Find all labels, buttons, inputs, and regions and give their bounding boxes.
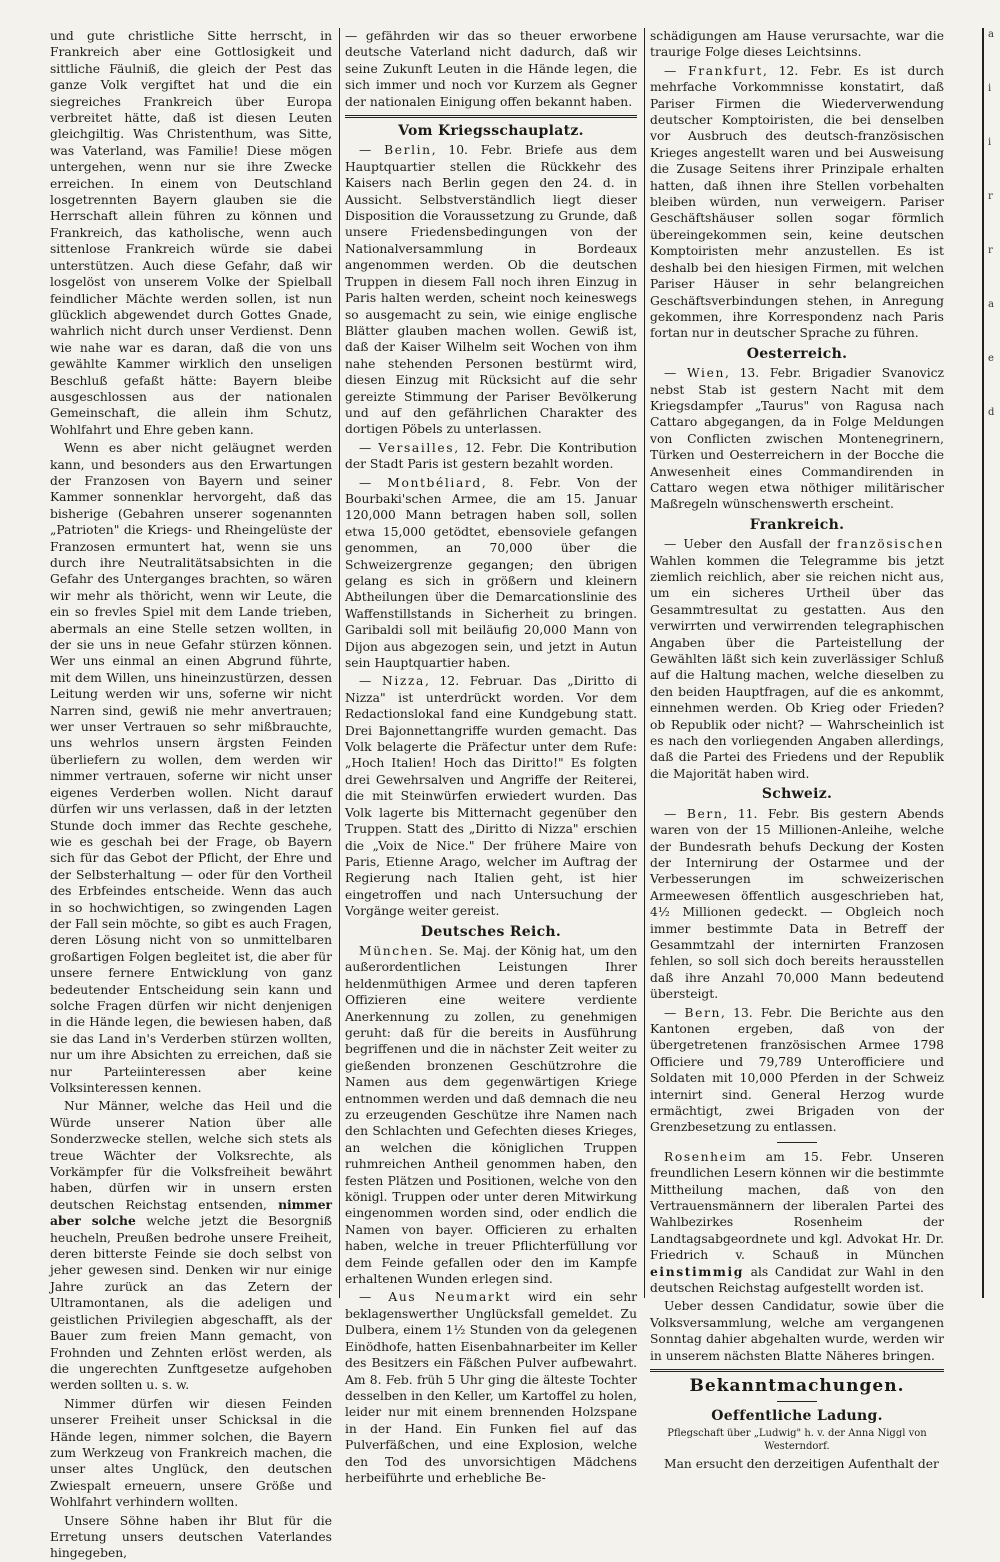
news-item: — Nizza, 12. Februar. Das „Diritto di Nizza" ist unterdrückt worden. Vor dem Redactionslokal fand eine Kundgebung statt. Drei Bajonnettangriffe wurden gemacht. Das Volk belagerte die Präfectur unter dem Rufe: „Hoch Italien! Hoch das Diritto!" Es folgten drei Gewehrsalven und Angriffe der Reiterei, die mit Steinwürfen erwiedert wurden. Das Volk lagerte bis Mitternacht gegenüber den Truppen. Statt des „Diritto di Nizza" erschien die „Voix de Nice." Der frühere Maire von Paris, Etienne Arago, welcher im Auftrag der Regierung nach Italien geht, ist hier eingetroffen und nach Untersuchung der Vorgänge weiter gereist. [345,674,637,919]
section-heading-frankreich: Frankreich. [749,516,845,533]
cutoff-column [988,28,1000,1298]
cutoff-fragment: a [988,29,994,40]
section-heading-schweiz: Schweiz. [761,786,833,803]
paragraph: Wenn es aber nicht geläugnet werden kann, und besonders aus den Erwartungen der Franzosen von Bayern und seiner Kammer sonnenklar hervorgeht, daß das bisherige (Gebahren unserer sogenannten „Patrioten" die Kriegs- und Rheingelüste der Franzosen ermuntert hat, wenn sie uns durch ihre Neutralitätsabsichten in die Gefahr des Unterganges brachten, so wären wir mehr als thöricht, wenn wir Leute, die ein so frevles Spiel mit dem Lande trieben, abermals an eine Stelle setzen wollten, in der sie uns in neue Gefahr stürzen können. Wer uns einmal an einen Abgrund führte, mit dem Willen, uns hineinzustürzen, dessen Leitung werden wir uns, soferne wir nicht Narren sind, gewiß nie mehr anvertrauen; wer unser Vertrauen so sehr mißbrauchte, uns wehrlos unsern ärgsten Feinden überliefern zu wollen, dem werden wir nimmer vertrauen, soferne wir nicht unser eigenes Verderben wollen. Nicht darauf dürfen wir uns verlassen, daß in der letzten Stunde doch immer das Rechte geschehe, wie es geschah bei der Frage, ob Bayern sich für das Gebot der Pflicht, der Ehre und der Selbsterhaltung — oder für den Vortheil des Erbfeindes entscheide. Wenn das auch in so hochwichtigen, so zwingenden Lagen der Fall sein möchte, so gibt es auch Fragen, deren Lösung nicht von so unmittelbaren großartigen Folgen begleitet ist, die aber für unsere fernere Entwicklung von ganz bedeutender Entscheidung sein kann und solche Fragen dürfen wir nicht denjenigen in die Hände legen, die bewiesen haben, daß sie das Land in's Verderben stürzen wollten, nur um ihre Absichten zu erreichen, daß sie nur Parteiinteressen aber keine Volksinteressen kennen. [50,441,332,1095]
news-item: — Bern, 11. Febr. Bis gestern Abends waren von der 15 Millionen-Anleihe, welche der Bundesrath behufs Deckung der Kosten der Internirung der Ostarmee und der Verbesserungen im schweizerischen Armeewesen öffentlich ausgeschrieben hat, 4½ Millionen gedeckt. — Obgleich noch immer bestimmte Data in Betreff der Gesammtzahl der internirten Franzosen fehlen, so soll sich doch bereits herausstellen daß ihre Anzahl 70,000 Mann bedeutend übersteigt. [650,806,944,1002]
divider [777,1142,817,1143]
news-item: München. Se. Maj. der König hat, um den außerordentlichen Leistungen Ihrer heldenmüthigen Armee und deren tapferen Offizieren eine weitere verdiente Anerkennung zu zollen, zu genehmigen geruht: daß für die bereits in Ausführung begriffenen und die in nächster Zeit weiter zu gießenden bronzenen Geschützrohre die Namen aus dem gegenwärtigen Kriege entnommen werden und daß demnach die neu zu erzeugenden Geschütze ihre Namen nach den Schlachten und Gefechten dieses Krieges, an welchen die königlichen Truppen ruhmreichen Antheil genommen haben, den festen Plätzen und Positionen, welche von den königl. Truppen oder unter deren Mitwirkung eingenommen worden sind, oder endlich die Namen von bayer. Officieren zu erhalten haben, welche in treuer Pflichterfüllung vor dem Feinde gefallen oder den im Kampfe erhaltenen Wunden erlegen sind. [345,943,637,1287]
news-item: — Wien, 13. Febr. Brigadier Svanovicz nebst Stab ist gestern Nacht mit dem Kriegsdampfer „Taurus" von Ragusa nach Cattaro abgegangen, da in Folge Meldungen von Conflicten zwischen Montenegrinern, Türken und Oesterreichern in der Bocche die Anwesenheit eines Commandirenden in Cattaro wegen etwa nöthiger militärischer Maßregeln wünschenswerth erscheint. [650,366,944,512]
column-1 [50,28,332,1561]
news-item: — Bern, 13. Febr. Die Berichte aus den Kantonen ergeben, daß von der übergetretenen französischen Armee 1798 Officiere und 79,789 Unterofficiere und Soldaten mit 10,000 Pferden in der Schweiz internirt sind. General Herzog wurde ermächtigt, zwei Brigaden von der Grenzbesetzung zu entlassen. [650,1005,944,1135]
cutoff-fragment: r [988,191,993,202]
paragraph: schädigungen am Hause verursachte, war die traurige Folge dieses Leichtsinns. [650,29,944,60]
news-item: — Aus Neumarkt wird ein sehr beklagenswerther Unglücksfall gemeldet. Zu Dulbera, einem 1½ Stunden von da gelegenen Einödhofe, hatten Eisenbahnarbeiter im Keller des Besitzers ein Fäßchen Pulver aufbewahrt. Am 8. Feb. früh 5 Uhr ging die älteste Tochter desselben in den Keller, um Kartoffel zu holen, leider nur mit einem brennenden Holzspane in der Hand. Ein Funken fiel auf das Pulverfäßchen, und eine Explosion, welche den Tod des unvorsichtigen Mädchens herbeiführte und erhebliche Be- [345,1290,637,1485]
paragraph: Man ersucht den derzeitigen Aufenthalt der [664,1456,939,1471]
section-heading-bekanntmachungen: Bekanntmachungen. [689,1376,905,1397]
notice-heading: Oeffentliche Ladung. [711,1407,883,1424]
news-item: — Berlin, 10. Febr. Briefe aus dem Hauptquartier stellen die Rückkehr des Kaisers nach Berlin gegen den 24. d. in Aussicht. Selbstverständlich liegt dieser Disposition die Voraussetzung zu Grunde, daß unsere Friedensbedingungen von der Nationalversammlung in Bordeaux angenommen werden. Ob die deutschen Truppen in diesem Fall noch ihren Einzug in Paris halten werden, scheint noch keineswegs so ausgemacht zu sein, wie einige englische Blätter glauben machen wollen. Gewiß ist, daß der Kaiser Wilhelm seit Wochen von ihm nahe stehenden Personen bestürmt wird, diesen Einzug mit Rücksicht auf die sehr gereizte Stimmung der Pariser Bevölkerung und auf den gefährlichen Charakter des dortigen Pöbels zu unterlassen. [345,143,637,437]
column-2 [345,28,637,1485]
paragraph: Nimmer dürfen wir diesen Feinden unserer Freiheit unser Schicksal in die Hände legen, nimmer solchen, die Bayern zum Werkzeug von Frankreich machen, die unser altes Unglück, den deutschen Zwiespalt erneuern, unsere Größe und Wohlfahrt verhindern wollten. [50,1396,332,1510]
column-rule [339,28,340,1298]
news-item: — Ueber den Ausfall der französischen Wahlen kommen die Telegramme bis jetzt ziemlich reichlich, aber sie reichen nicht aus, um ein sicheres Urtheil über das Gesammtresultat zu gestatten. Aus den verwirrten und verwirrenden telegraphischen Angaben über die Parteistellung der Gewählten läßt sich kein zuverlässiger Schluß auf die Haltung machen, welche dieselben zu den beiden Hauptfragen, auf die es ankommt, einnehmen werden. Ob Krieg oder Frieden? ob Republik oder nicht? — Wahrscheinlich ist es nach den vorliegenden Angaben allerdings, daß die Partei des Friedens und der Republik die Majorität haben wird. [650,537,944,781]
news-item: — Versailles, 12. Febr. Die Kontribution der Stadt Paris ist gestern bezahlt worden. [345,440,637,472]
paragraph: — gefährden wir das so theuer erworbene deutsche Vaterland nicht dadurch, daß wir seine Zukunft Leuten in die Hände legen, die sich immer und noch vor Kurzem als Gegner der nationalen Einigung offen bekannt haben. [345,29,637,109]
section-heading-oesterreich: Oesterreich. [746,345,848,362]
cutoff-fragment: r [988,245,993,256]
news-item: Rosenheim am 15. Febr. Unseren freundlichen Lesern können wir die bestimmte Mittheilung machen, daß von den Vertrauensmännern der liberalen Partei des Wahlbezirkes Rosenheim der Landtagsabgeordnete und kgl. Advokat Hr. Dr. Friedrich v. Schauß in München einstimmig als Candidat zur Wahl in den deutschen Reichstag aufgestellt worden ist. [650,1149,944,1296]
paragraph: Ueber dessen Candidatur, sowie über die Volksversammlung, welche am vergangenen Sonntag dahier abgehalten wurde, werden wir in unserem nächsten Blatte Näheres bringen. [650,1299,944,1363]
page-edge-rule [982,28,984,1298]
emphasis: nimmer aber solche [50,1196,332,1229]
section-heading-deutsches-reich: Deutsches Reich. [420,923,562,940]
column-rule [644,28,645,1298]
cutoff-fragment: e [988,353,994,364]
cutoff-fragment: a [988,299,994,310]
paragraph: Nur Männer, welche das Heil und die Würde unserer Nation über alle Sonderzwecke stellen, welche sich stets als treue Wächter der Volksrechte, als Vorkämpfer für die Volksfreiheit bewährt haben, dürfen wir in unsern ersten deutschen Reichstag entsenden, nimmer aber solche welche jetzt die Besorgniß heucheln, Preußen bedrohe unsere Freiheit, deren bitterste Feinde sie doch selbst von jeher gewesen sind. Denken wir nur einige Jahre zurück an das Zetern der Ultramontanen, als die adeligen und geistlichen Privilegien abgeschafft, als der Bauer zum freien Mann gemacht, von Frohnden und Zehnten erlöst werden, als die ungerechten Zunftgesetze aufgehoben werden sollten u. s. w. [50,1099,332,1393]
cutoff-fragment: d [988,407,995,418]
notice-subtitle: Pflegschaft über „Ludwig" h. v. der Anna Niggl von Westerndorf. [667,1427,927,1452]
cutoff-fragment: i [988,83,992,94]
divider [650,1369,944,1372]
divider [345,115,637,118]
paragraph: und gute christliche Sitte herrscht, in Frankreich aber eine Gottlosigkeit und sittliche Fäulniß, die gleich der Pest das ganze Volk vergiftet hat und die ein siegreiches Frankreich über Europa verbreitet hätte, daß ist diesen Leuten gleichgiltig. Was Christenthum, was Sitte, was Vaterland, was Familie! Diese mögen untergehen, wenn nur sie ihre Zwecke erreichen. In einem von Deutschland losgetrennten Bayern glauben sie die Herrschaft allein führen zu können und Frankreich, das katholische, wenn auch sittenlose Frankreich würde sie dabei unterstützen. Auch diese Gefahr, daß wir losgelöst von unserem Volke der Spielball feindlicher Mächte werden sollen, ist nun glücklich abgewendet durch Gottes Gnade, wahrlich nicht durch unser Verdienst. Denn wie nahe war es daran, daß die von uns gewählte Kammer wirklich den unseligen Beschluß gefaßt hätte: Bayern bleibe ausgeschlossen aus der nationalen Gemeinschaft, die allein ihm Schutz, Wohlfahrt und Ehre geben kann. [50,29,332,437]
news-item: — Montbéliard, 8. Febr. Von der Bourbaki'schen Armee, die am 15. Januar 120,000 Mann betragen haben soll, sollen etwa 15,000 getödtet, ebensoviele gefangen genommen, an 70,000 über die Schweizergrenze gegangen; den übrigen gelang es sich in größern und kleinern Abtheilungen über die Demarcationslinie des Waffenstillstands in Sicherheit zu bringen. Garibaldi soll mit beiläufig 20,000 Mann von Dijon aus abgezogen sein, und jetzt in Autun sein Hauptquartier haben. [345,475,637,671]
cutoff-fragment: i [988,137,992,148]
divider [777,1401,817,1402]
paragraph: Unsere Söhne haben ihr Blut für die Erretung unsers deutschen Vaterlandes hingegeben, [50,1513,332,1561]
column-3 [650,28,944,1471]
emphasis: einstimmig [650,1263,745,1279]
section-heading-kriegsschauplatz: Vom Kriegsschauplatz. [398,123,584,140]
news-item: — Frankfurt, 12. Febr. Es ist durch mehrfache Vorkommnisse konstatirt, daß Pariser Firmen die Wiederverwendung deutscher Komptoiristen, die bei denselben vor Ausbruch des deutsch-französischen Krieges angestellt waren und bei Ausweisung die Zusage Seitens ihrer Prinzipale erhalten hatten, daß ihnen ihre Stellen vorbehalten bleiben würden, nun verweigern. Pariser Geschäftshäuser sollen sogar förmlich übereingekommen sein, keine deutschen Komptoiristen mehr anzustellen. Es ist deshalb bei den hiesigen Firmen, mit welchen Pariser Häuser in sehr belangreichen Geschäftsverbindungen stehen, in Anregung gekommen, ihre Korrespondenz nach Paris fortan nur in deutscher Sprache zu führen. [650,63,944,341]
